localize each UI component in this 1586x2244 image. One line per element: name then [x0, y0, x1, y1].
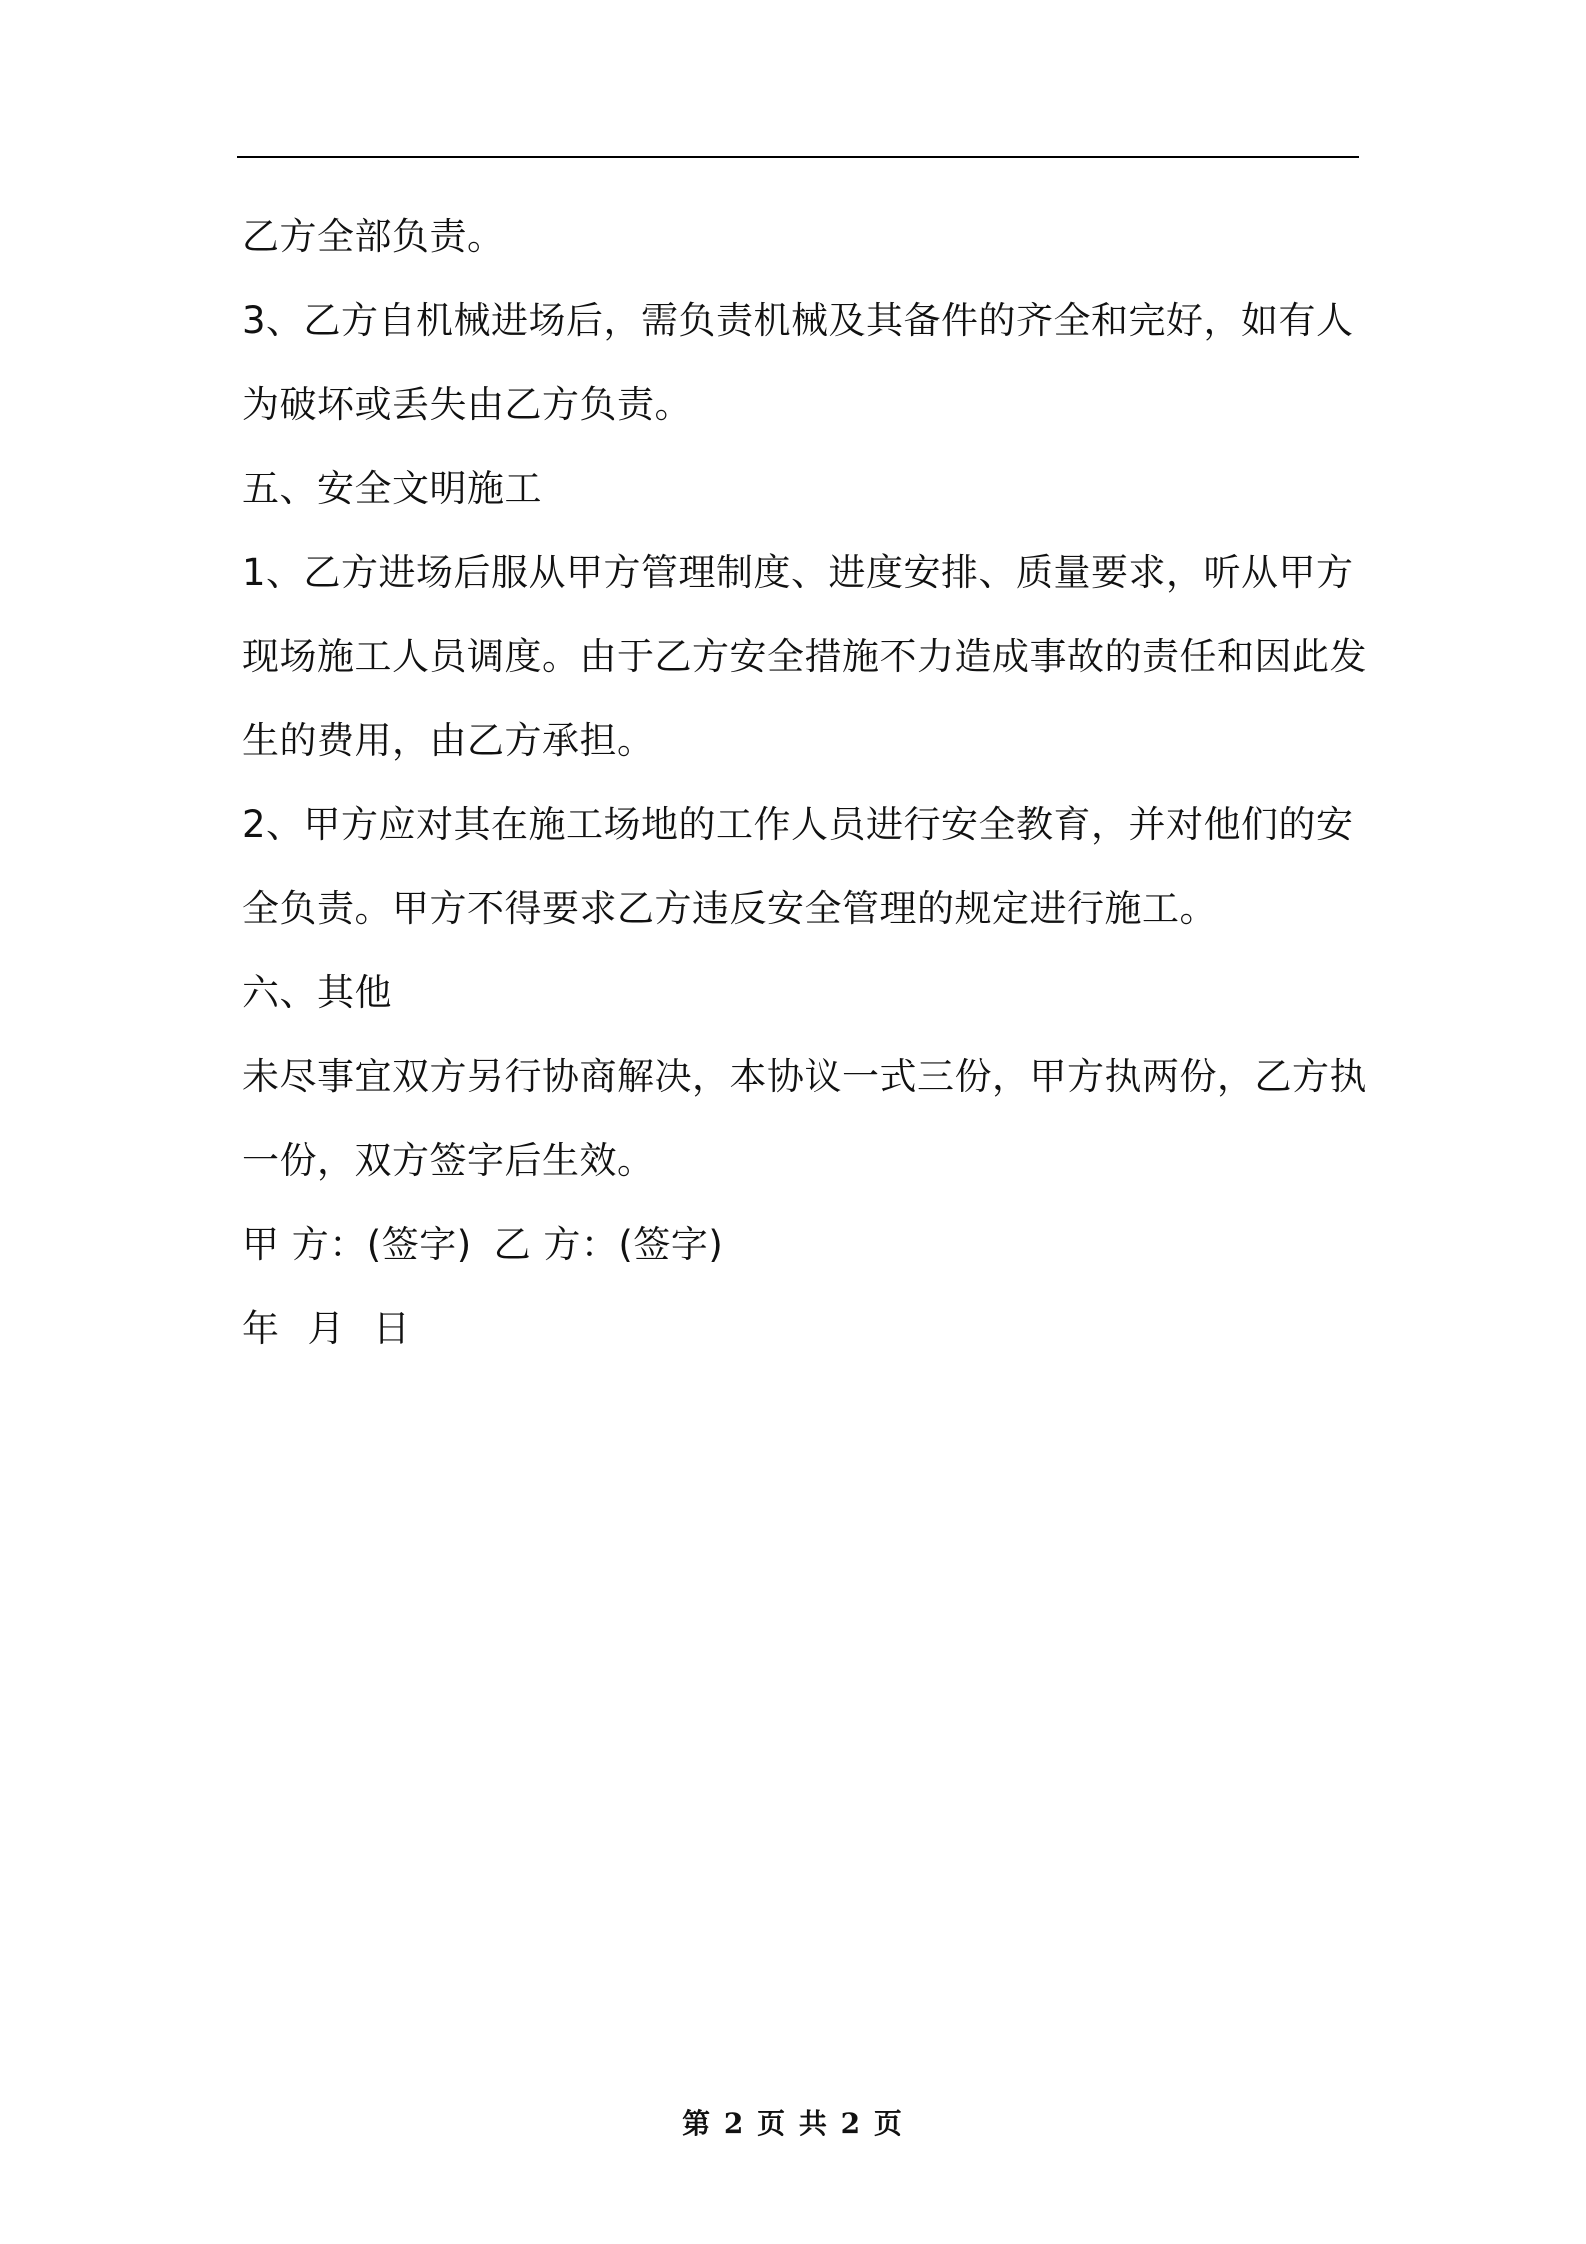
- paragraph-line: 现场施工人员调度。由于乙方安全措施不力造成事故的责任和因此发: [242, 635, 1367, 678]
- clause-1-line: 1、乙方进场后服从甲方管理制度、进度安排、质量要求，听从甲方: [242, 551, 1354, 594]
- party-b-signature: 乙 方：(签字): [493, 1223, 724, 1266]
- date-month: 月: [307, 1307, 345, 1350]
- paragraph-line: 乙方全部负责。: [242, 215, 505, 258]
- section-heading-safety: 五、安全文明施工: [242, 467, 542, 510]
- paragraph-line: 未尽事宜双方另行协商解决，本协议一式三份，甲方执两份，乙方执: [242, 1055, 1367, 1098]
- date-year: 年: [242, 1307, 280, 1350]
- date-day: 日: [373, 1307, 411, 1350]
- paragraph-line: 全负责。甲方不得要求乙方违反安全管理的规定进行施工。: [242, 887, 1217, 930]
- paragraph-line: 为破坏或丢失由乙方负责。: [242, 383, 692, 426]
- section-heading-other: 六、其他: [242, 971, 392, 1014]
- clause-2-line: 2、甲方应对其在施工场地的工作人员进行安全教育，并对他们的安: [242, 803, 1354, 846]
- clause-3-line: 3、乙方自机械进场后，需负责机械及其备件的齐全和完好，如有人: [242, 299, 1354, 342]
- party-a-signature: 甲 方：(签字): [242, 1223, 472, 1266]
- paragraph-line: 生的费用，由乙方承担。: [242, 719, 655, 762]
- page-number-footer: 第 2 页 共 2 页: [682, 2107, 904, 2140]
- paragraph-line: 一份，双方签字后生效。: [242, 1139, 655, 1182]
- signature-line: [242, 1203, 1360, 1287]
- date-line: [242, 1287, 1360, 1371]
- document-body: [242, 195, 1367, 1371]
- header-rule: [237, 156, 1359, 158]
